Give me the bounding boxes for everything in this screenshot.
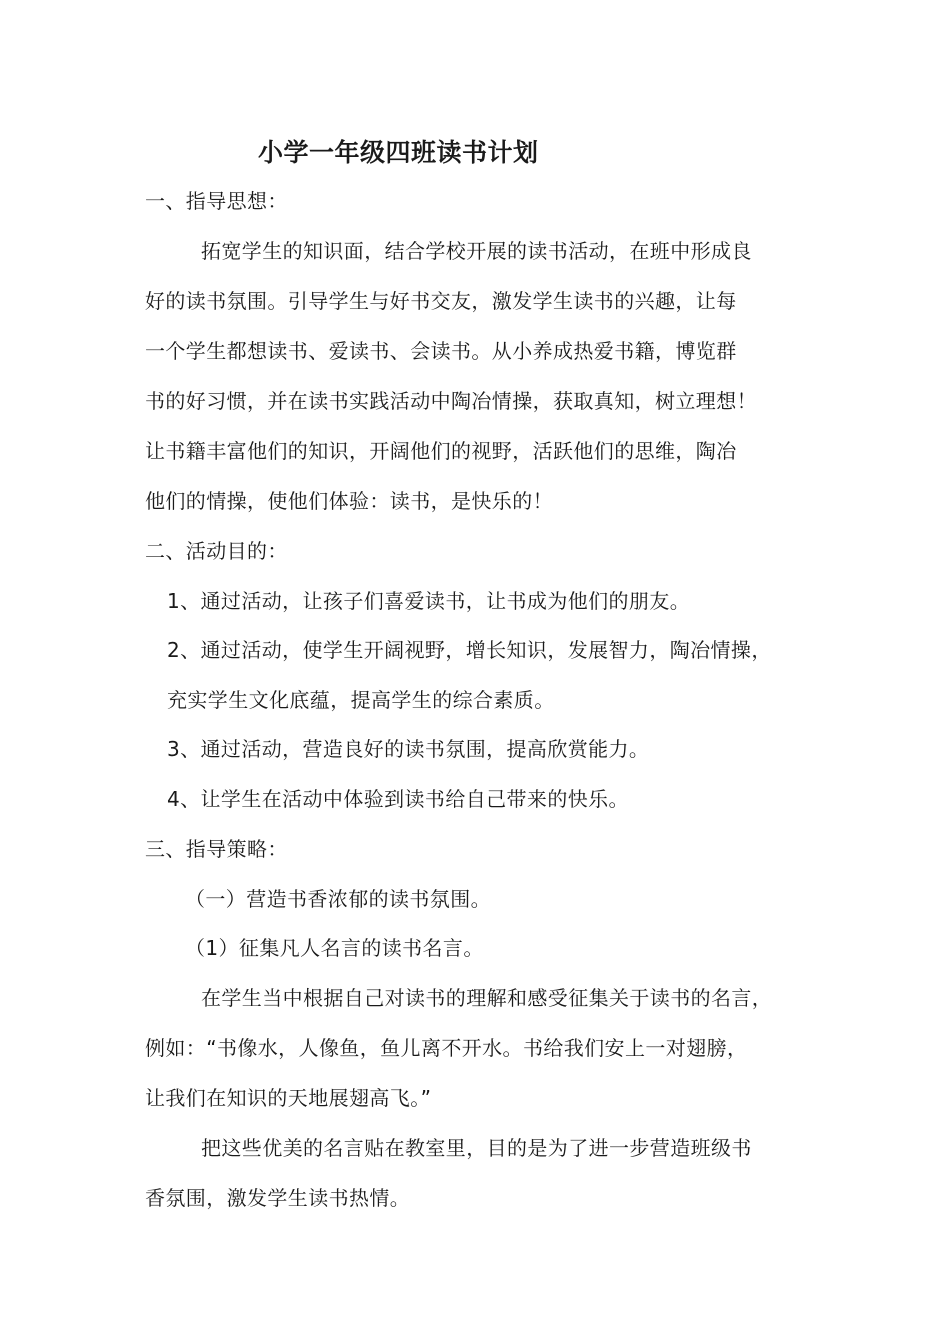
subsection-heading: （一）营造书香浓郁的读书氛围。 [185, 887, 491, 911]
paragraph-line: 例如：“书像水，人像鱼，鱼儿离不开水。书给我们安上一对翅膀， [145, 1036, 748, 1060]
paragraph-line: 香氛围，激发学生读书热情。 [145, 1186, 411, 1210]
document-title: 小学一年级四班读书计划 [258, 138, 539, 167]
paragraph-line: 让书籍丰富他们的知识，开阔他们的视野，活跃他们的思维，陶冶 [145, 439, 737, 463]
paragraph-line: 好的读书氛围。引导学生与好书交友，激发学生读书的兴趣，让每 [145, 289, 737, 313]
goal-item: 1、通过活动，让孩子们喜爱读书，让书成为他们的朋友。 [167, 589, 691, 613]
paragraph-line: 书的好习惯，并在读书实践活动中陶冶情操，获取真知，树立理想！ [145, 389, 757, 413]
goal-item: 4、让学生在活动中体验到读书给自己带来的快乐。 [167, 787, 629, 811]
goal-item: 2、通过活动，使学生开阔视野，增长知识，发展智力，陶冶情操， [167, 638, 772, 662]
section-heading-guiding-thought: 一、指导思想： [145, 189, 288, 213]
paragraph-line: 他们的情操，使他们体验：读书，是快乐的！ [145, 489, 553, 513]
paragraph-line: 让我们在知识的天地展翅高飞。” [145, 1086, 432, 1110]
subsection-item: （1）征集凡人名言的读书名言。 [185, 936, 484, 960]
goal-item-continuation: 充实学生文化底蕴，提高学生的综合素质。 [167, 688, 555, 712]
goal-item: 3、通过活动，营造良好的读书氛围，提高欣赏能力。 [167, 737, 650, 761]
section-heading-strategies: 三、指导策略： [145, 837, 288, 861]
paragraph-line: 在学生当中根据自己对读书的理解和感受征集关于读书的名言， [201, 986, 773, 1010]
section-heading-activity-goals: 二、活动目的： [145, 539, 288, 563]
paragraph-line: 拓宽学生的知识面，结合学校开展的读书活动，在班中形成良 [201, 239, 752, 263]
paragraph-line: 一个学生都想读书、爱读书、会读书。从小养成热爱书籍，博览群 [145, 339, 737, 363]
paragraph-line: 把这些优美的名言贴在教室里，目的是为了进一步营造班级书 [201, 1136, 752, 1160]
